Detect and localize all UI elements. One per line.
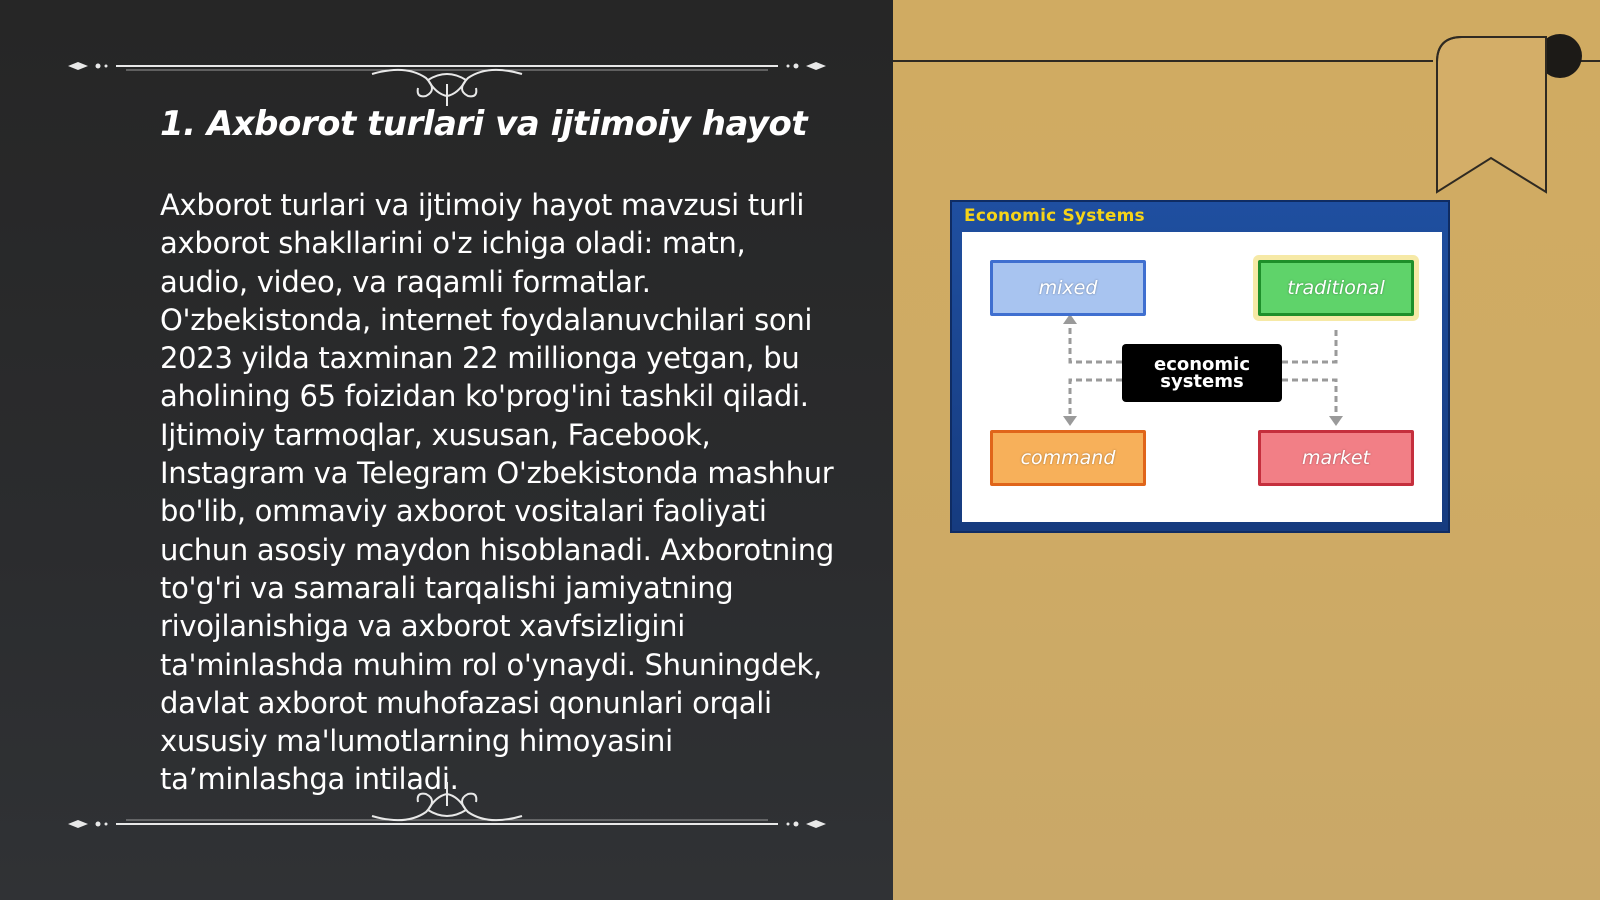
diagram-canvas [962, 232, 1442, 522]
bookmark-ribbon-icon [1434, 34, 1594, 204]
node-mixed: mixed [990, 260, 1146, 316]
node-market: market [1258, 430, 1414, 486]
center-label-line1: economic [1153, 354, 1251, 375]
node-economic-systems [1122, 344, 1282, 402]
ornamental-frame-bottom-icon [66, 782, 828, 832]
diagram-title: Economic Systems [964, 206, 1145, 226]
slide-body-text: Axborot turlari va ijtimoiy hayot mavzusi turli axborot shakllarini o'z ichiga oladi: matn, audio, video, va raqamli formatlar. O'zbekistonda, internet foydalanuvchilari soni 2023 yilda taxminan 22 millionga yetgan, bu aholining 65 foizidan ko'prog'ini tashkil qiladi. Ijtimoiy tarmoqlar, xususan, Facebook, Instagram va Telegram O'zbekistonda mashhur bo'lib, ommaviy axborot vositalari faoliyati uchun asosiy maydon hisoblanadi. Axborotning to'g'ri va samarali tarqalishi jamiyatning rivojlanishiga va axborot xavfsizligini ta'minlashda muhim rol o'ynaydi. Shuningdek, davlat axborot muhofazasi qonunlari orqali xususiy ma'lumotlarning himoyasini ta’minlashga intiladi. [160, 188, 834, 797]
ornamental-frame-top-icon [66, 56, 828, 106]
node-traditional: traditional [1258, 260, 1414, 316]
center-label-line2: systems [1160, 371, 1244, 392]
node-command: command [990, 430, 1146, 486]
economic-systems-diagram [950, 200, 1450, 533]
right-divider-line [893, 60, 1433, 62]
slide-title: 1. Axborot turlari va ijtimoiy hayot [160, 104, 808, 144]
